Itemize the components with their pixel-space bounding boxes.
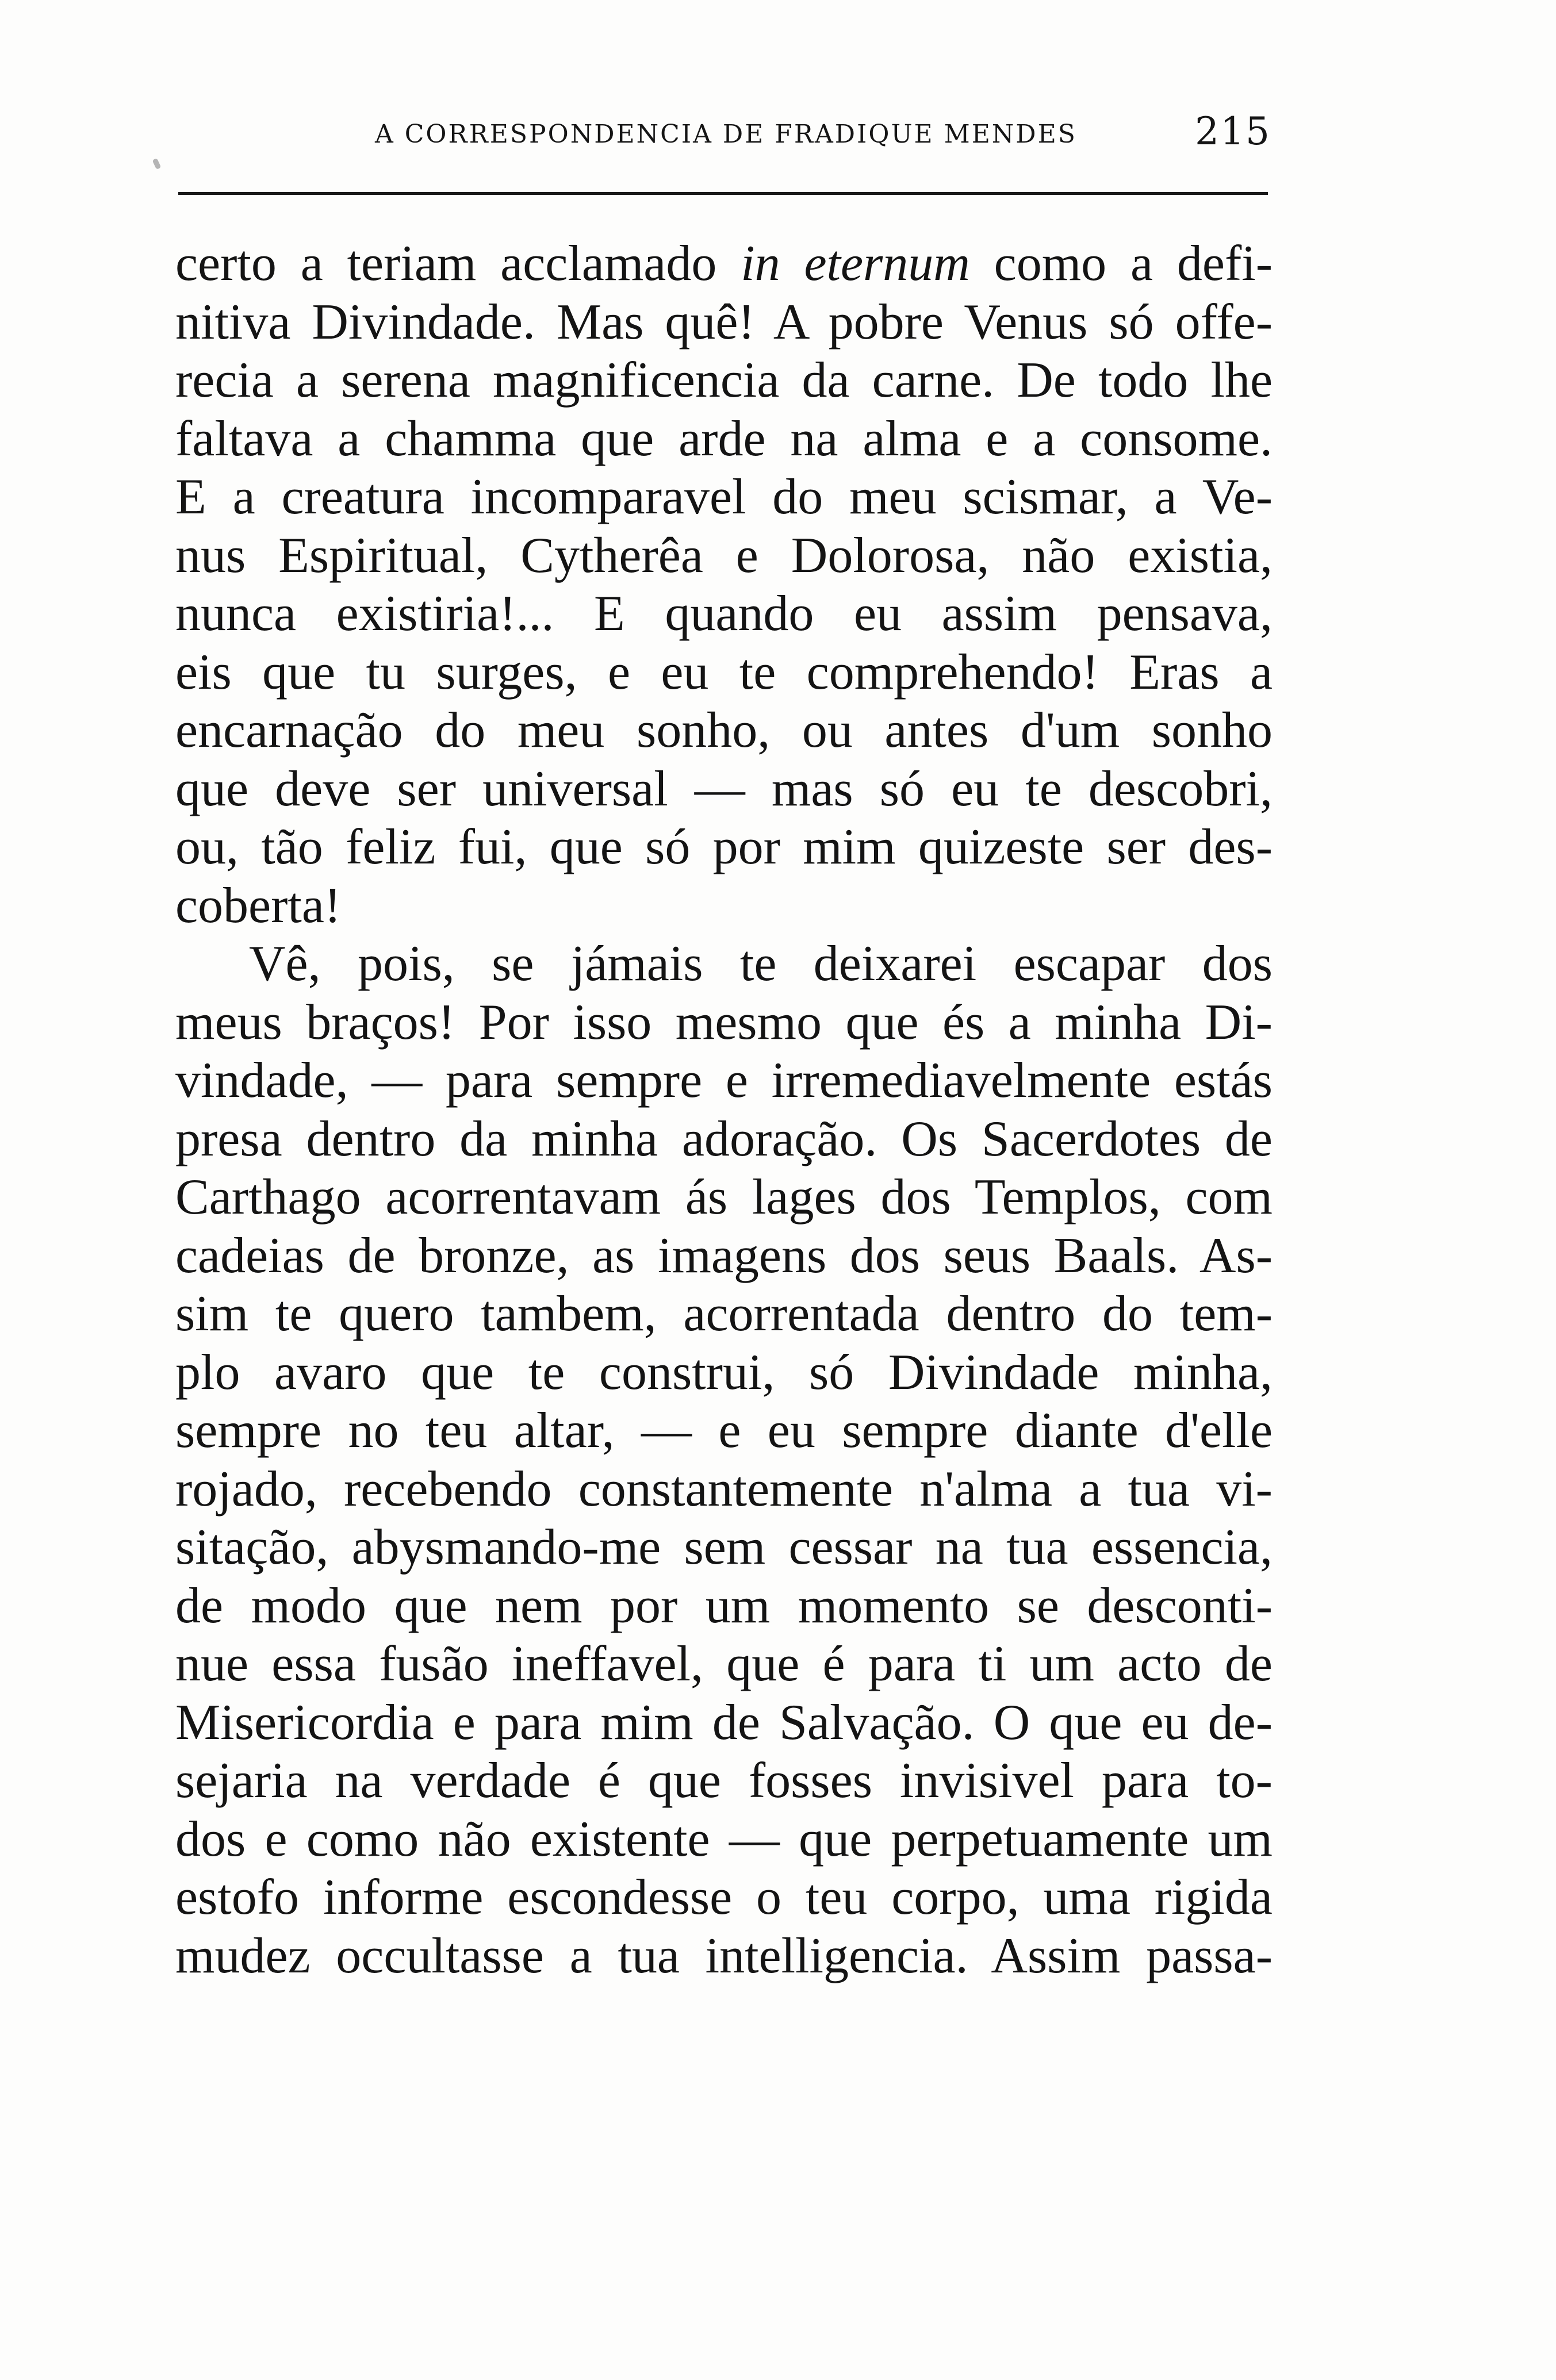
line-text: como a defi-: [969, 236, 1273, 291]
text-line: sitação, abysmando-me sem cessar na tua essencia,: [175, 1519, 1273, 1575]
body-text: [175, 235, 1273, 1985]
page-number: 215: [1195, 109, 1271, 153]
text-line: presa dentro da minha adoração. Os Sacerdotes de: [175, 1111, 1273, 1167]
text-line: nue essa fusão ineffavel, que é para ti um acto de: [175, 1636, 1273, 1692]
text-line: sejaria na verdade é que fosses invisivel para to-: [175, 1753, 1273, 1809]
paragraph-first-line: Vê, pois, se jámais te deixarei escapar dos: [249, 936, 1273, 992]
text-line: sim te quero tambem, acorrentada dentro do tem-: [175, 1286, 1273, 1342]
italic-phrase: in eternum: [741, 236, 970, 291]
text-line: sempre no teu altar, — e eu sempre diante d'elle: [175, 1403, 1273, 1458]
running-head: [178, 102, 1271, 166]
text-line: plo avaro que te construi, só Divindade minha,: [175, 1344, 1273, 1400]
text-line: rojado, recebendo constantemente n'alma a tua vi-: [175, 1461, 1273, 1517]
text-line: E a creatura incomparavel do meu scismar, a Ve-: [175, 469, 1273, 525]
text-line: Misericordia e para mim de Salvação. O que eu de-: [175, 1694, 1273, 1751]
text-line: [175, 235, 1273, 293]
text-line: faltava a chamma que arde na alma e a consome.: [175, 410, 1273, 467]
text-line: encarnação do meu sonho, ou antes d'um sonho: [175, 703, 1273, 758]
text-line: nitiva Divindade. Mas quê! A pobre Venus só offe-: [175, 294, 1273, 350]
text-line: que deve ser universal — mas só eu te descobri,: [175, 761, 1273, 817]
header-rule: [178, 192, 1268, 195]
text-line: estofo informe escondesse o teu corpo, uma rigida: [175, 1870, 1273, 1925]
text-line: eis que tu surges, e eu te comprehendo! Eras a: [175, 644, 1273, 700]
text-line: mudez occultasse a tua intelligencia. Assim passa-: [175, 1928, 1273, 1984]
text-line: Carthago acorrentavam ás lages dos Templos, com: [175, 1169, 1273, 1225]
text-line: de modo que nem por um momento se desconti-: [175, 1577, 1273, 1634]
text-line: nunca existiria!... E quando eu assim pensava,: [175, 586, 1273, 642]
line-text: certo a teriam acclamado: [175, 236, 741, 291]
text-line: dos e como não existente — que perpetuamente um: [175, 1811, 1273, 1867]
paper-speck: [152, 158, 162, 170]
text-line: cadeias de bronze, as imagens dos seus Baals. As-: [175, 1227, 1273, 1284]
text-line: nus Espiritual, Cytherêa e Dolorosa, não existia,: [175, 527, 1273, 584]
text-line: ou, tão feliz fui, que só por mim quizeste ser des-: [175, 819, 1273, 875]
text-line: meus braços! Por isso mesmo que és a minha Di-: [175, 994, 1273, 1050]
text-line: recia a serena magnificencia da carne. De todo lhe: [175, 352, 1273, 408]
text-line: vindade, — para sempre e irremediavelmente estás: [175, 1053, 1273, 1108]
running-title: A CORRESPONDENCIA DE FRADIQUE MENDES: [375, 120, 1077, 149]
paragraph-end-line: coberta!: [175, 877, 342, 934]
